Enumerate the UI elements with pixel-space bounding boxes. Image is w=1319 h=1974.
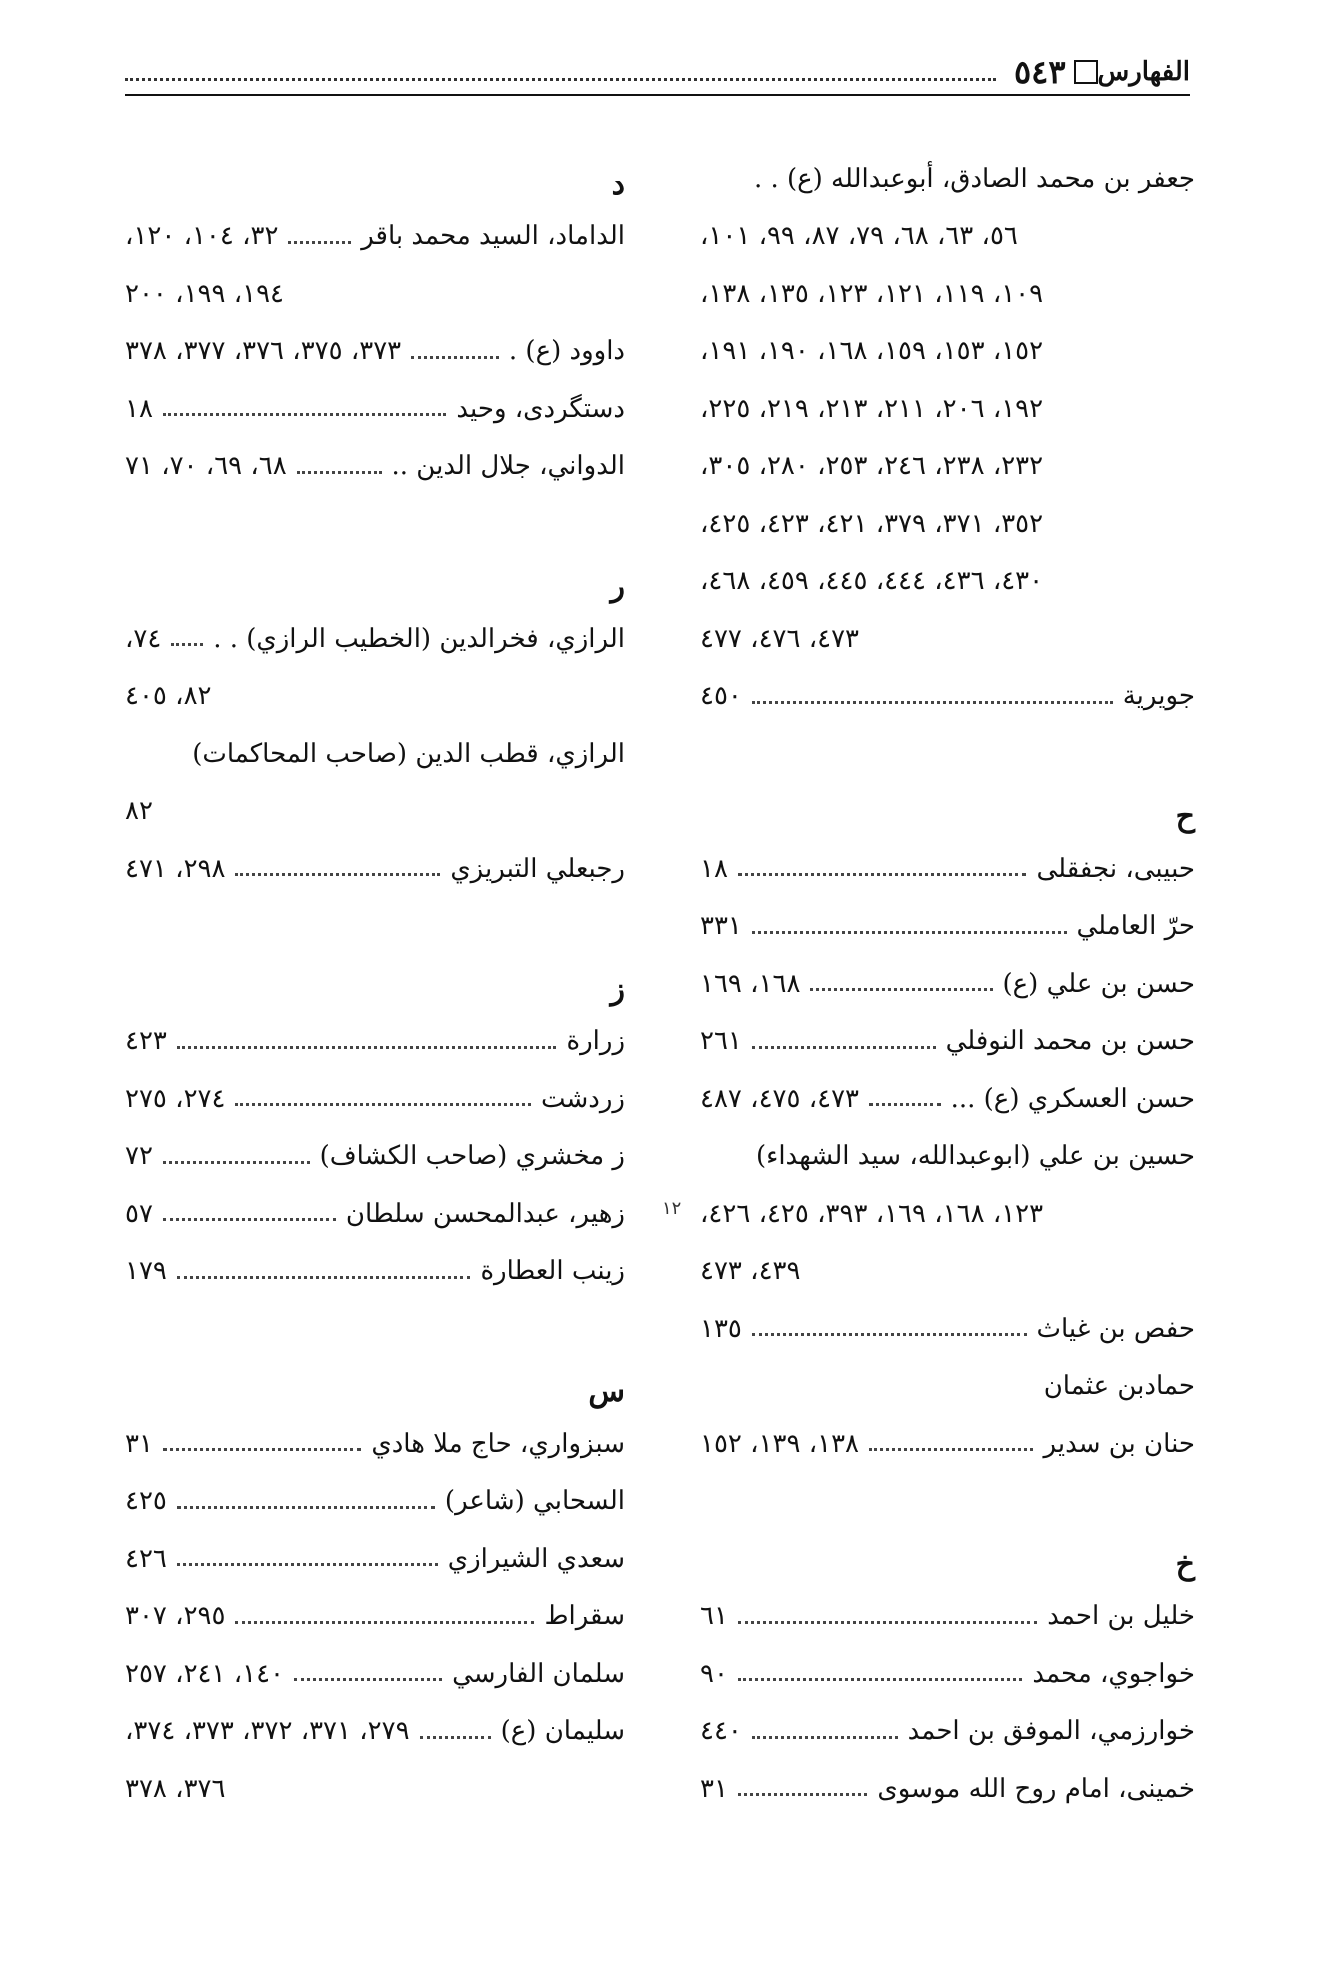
index-entry bbox=[700, 150, 1195, 208]
entry-pages: ٣٧٣، ٣٧٥، ٣٧٦، ٣٧٧، ٣٧٨ bbox=[125, 336, 402, 367]
entry-pages: ٢٩٨، ٤٧١ bbox=[125, 853, 226, 884]
entry-pages: ١٧٩ bbox=[125, 1256, 167, 1287]
entry-name: ز مخشري (صاحب الكشاف) bbox=[319, 1141, 625, 1172]
index-entry bbox=[700, 610, 1195, 668]
entry-pages: ٣٣١ bbox=[700, 911, 742, 942]
index-entry bbox=[125, 1588, 625, 1646]
index-section-jim bbox=[700, 150, 1195, 725]
entry-pages: ٤٢٦ bbox=[125, 1543, 167, 1574]
index-entry bbox=[125, 1645, 625, 1703]
index-entry bbox=[125, 265, 625, 323]
entry-pages: ٢٧٩، ٣٧١، ٣٧٢، ٣٧٣، ٣٧٤، bbox=[125, 1716, 410, 1747]
entry-name: حمادبن عثمان bbox=[1043, 1371, 1195, 1402]
entry-pages: ٧٤، bbox=[125, 623, 162, 654]
entry-pages: ٤٢٥ bbox=[125, 1486, 167, 1517]
index-entry bbox=[125, 208, 625, 266]
index-entry bbox=[125, 1703, 625, 1761]
index-entry bbox=[700, 1185, 1195, 1243]
entry-pages: ١٦٨، ١٦٩ bbox=[700, 968, 801, 999]
index-entry bbox=[700, 1013, 1195, 1071]
entry-name: الرازي، قطب الدين (صاحب المحاكمات) bbox=[192, 738, 625, 769]
entry-name: خليل بن احمد bbox=[1047, 1601, 1195, 1632]
leader-dots bbox=[294, 1678, 442, 1681]
entry-name: زردشت bbox=[540, 1083, 625, 1114]
index-entry bbox=[700, 495, 1195, 553]
index-entry bbox=[700, 1243, 1195, 1301]
leader-dots bbox=[810, 988, 992, 991]
entry-name: حسن بن محمد النوفلي bbox=[945, 1026, 1195, 1057]
entry-name: حسن بن علي (ع) bbox=[1002, 968, 1195, 999]
entry-pages: ٣٢، ١٠٤، ١٢٠، bbox=[125, 221, 279, 252]
index-section-za bbox=[125, 1013, 625, 1301]
leader-dots bbox=[163, 1448, 361, 1451]
entry-pages: ٥٦، ٦٣، ٦٨، ٧٩، ٨٧، ٩٩، ١٠١، bbox=[700, 221, 1018, 252]
index-entry bbox=[700, 380, 1195, 438]
leader-dots bbox=[163, 1218, 336, 1221]
section-letter-dal: د bbox=[611, 166, 625, 202]
square-ornament-icon bbox=[1074, 60, 1098, 84]
entry-name: سقراط bbox=[544, 1601, 625, 1632]
index-entry bbox=[125, 725, 625, 783]
entry-pages: ٤٣٠، ٤٣٦، ٤٤٤، ٤٤٥، ٤٥٩، ٤٦٨، bbox=[700, 566, 1044, 597]
entry-name: حرّ العاملي bbox=[1076, 911, 1195, 942]
index-section-ra bbox=[125, 610, 625, 898]
entry-pages: ١٠٩، ١١٩، ١٢١، ١٢٣، ١٣٥، ١٣٨، bbox=[700, 278, 1044, 309]
index-entry bbox=[125, 323, 625, 381]
index-entry bbox=[125, 668, 625, 726]
entry-name: رجبعلي التبريزي bbox=[450, 853, 625, 884]
entry-name: حنان بن سدير bbox=[1043, 1428, 1195, 1459]
entry-pages: ١٩٤، ١٩٩، ٢٠٠ bbox=[125, 278, 285, 309]
index-entry bbox=[700, 955, 1195, 1013]
section-letter-za: ز bbox=[610, 971, 625, 1007]
entry-pages: ٣٥٢، ٣٧١، ٣٧٩، ٤٢١، ٤٢٣، ٤٢٥، bbox=[700, 508, 1044, 539]
entry-name: دستگردى، وحيد bbox=[456, 393, 625, 424]
leader-dots bbox=[163, 1161, 310, 1164]
entry-pages: ٤٣٩، ٤٧٣ bbox=[700, 1256, 801, 1287]
index-entry bbox=[700, 323, 1195, 381]
section-letter-kha: خ bbox=[1175, 1546, 1195, 1582]
leader-dots bbox=[288, 241, 351, 244]
leader-dots bbox=[869, 1448, 1033, 1451]
section-letter-sin: س bbox=[588, 1374, 625, 1409]
entry-pages: ١٢٣، ١٦٨، ١٦٩، ٣٩٣، ٤٢٥، ٤٢٦، bbox=[700, 1198, 1044, 1229]
entry-name: جويرية bbox=[1122, 681, 1195, 712]
stray-margin-mark: ١٢ bbox=[662, 1198, 682, 1219]
leader-dots bbox=[177, 1563, 438, 1566]
index-section-sin bbox=[125, 1415, 625, 1818]
leader-dots bbox=[171, 643, 203, 646]
entry-name: حبيبى، نجفقلى bbox=[1036, 853, 1195, 884]
header-leader-dots bbox=[125, 78, 996, 81]
entry-pages: ٨٢ bbox=[125, 796, 153, 827]
entry-name: خمينى، امام روح الله موسوى bbox=[877, 1773, 1195, 1804]
leader-dots bbox=[738, 1678, 1022, 1681]
entry-name: خوارزمي، الموفق بن احمد bbox=[907, 1716, 1195, 1747]
entry-name: خواجوي، محمد bbox=[1032, 1658, 1195, 1689]
index-entry bbox=[125, 610, 625, 668]
index-entry bbox=[700, 1645, 1195, 1703]
index-entry bbox=[125, 1070, 625, 1128]
index-column-right bbox=[700, 150, 1195, 1818]
index-entry bbox=[700, 1300, 1195, 1358]
entry-pages: ٨٢، ٤٠٥ bbox=[125, 681, 212, 712]
entry-pages: ٤٥٠ bbox=[700, 681, 742, 712]
entry-name: حفص بن غياث bbox=[1036, 1313, 1195, 1344]
index-entry bbox=[125, 1760, 625, 1818]
leader-dots bbox=[738, 873, 1027, 876]
index-entry bbox=[700, 840, 1195, 898]
index-section-ha bbox=[700, 840, 1195, 1473]
entry-pages: ٦١ bbox=[700, 1601, 728, 1632]
index-entry bbox=[125, 840, 625, 898]
entry-name: زهير، عبدالمحسن سلطان bbox=[345, 1198, 625, 1229]
leader-dots bbox=[752, 1736, 898, 1739]
leader-dots bbox=[177, 1046, 557, 1049]
entry-name: الدواني، جلال الدين .. bbox=[391, 451, 625, 482]
entry-pages: ٥٧ bbox=[125, 1198, 153, 1229]
entry-name: حسين بن علي (ابوعبدالله، سيد الشهداء) bbox=[755, 1141, 1195, 1172]
index-entry bbox=[700, 1415, 1195, 1473]
leader-dots bbox=[177, 1506, 435, 1509]
entry-name: سعدي الشيرازي bbox=[447, 1543, 625, 1574]
index-column-left bbox=[125, 150, 625, 1818]
index-entry bbox=[700, 1128, 1195, 1186]
entry-pages: ١٣٨، ١٣٩، ١٥٢ bbox=[700, 1428, 860, 1459]
index-entry bbox=[700, 898, 1195, 956]
section-letter-ra: ر bbox=[610, 569, 625, 604]
index-entry bbox=[125, 438, 625, 496]
entry-name: حسن العسكري (ع) ... bbox=[950, 1083, 1195, 1114]
entry-pages: ١٥٢، ١٥٣، ١٥٩، ١٦٨، ١٩٠، ١٩١، bbox=[700, 336, 1044, 367]
index-entry bbox=[125, 1128, 625, 1186]
index-section-dal bbox=[125, 208, 625, 496]
index-entry bbox=[700, 1588, 1195, 1646]
index-entry bbox=[125, 1473, 625, 1531]
leader-dots bbox=[163, 413, 446, 416]
header-title: الفهارس bbox=[1097, 57, 1190, 87]
index-entry bbox=[700, 438, 1195, 496]
leader-dots bbox=[177, 1276, 471, 1279]
index-entry bbox=[125, 1013, 625, 1071]
index-entry bbox=[700, 1070, 1195, 1128]
entry-name: سليمان (ع) bbox=[500, 1716, 625, 1747]
index-entry bbox=[125, 783, 625, 841]
index-entry bbox=[700, 553, 1195, 611]
index-entry bbox=[700, 208, 1195, 266]
entry-name: زينب العطارة bbox=[480, 1256, 625, 1287]
index-entry bbox=[125, 1530, 625, 1588]
index-entry bbox=[700, 1358, 1195, 1416]
entry-pages: ٢٣٢، ٢٣٨، ٢٤٦، ٢٥٣، ٢٨٠، ٣٠٥، bbox=[700, 451, 1044, 482]
page-number: ٥٤٣ bbox=[1013, 53, 1066, 91]
index-entry bbox=[700, 668, 1195, 726]
entry-pages: ٧٢ bbox=[125, 1141, 153, 1172]
leader-dots bbox=[411, 356, 499, 359]
entry-name: سلمان الفارسي bbox=[452, 1658, 625, 1689]
entry-pages: ١٣٥ bbox=[700, 1313, 742, 1344]
leader-dots bbox=[738, 1793, 867, 1796]
entry-pages: ٢٧٤، ٢٧٥ bbox=[125, 1083, 226, 1114]
entry-name: الرازي، فخرالدين (الخطيب الرازي) . . bbox=[213, 623, 625, 654]
entry-pages: ٦٨، ٦٩، ٧٠، ٧١ bbox=[125, 451, 287, 482]
entry-pages: ٣١ bbox=[125, 1428, 153, 1459]
section-letter-ha: ح bbox=[1175, 799, 1195, 834]
leader-dots bbox=[235, 1621, 534, 1624]
entry-pages: ١٤٠، ٢٤١، ٢٥٧ bbox=[125, 1658, 285, 1689]
entry-pages: ٤٧٣، ٤٧٥، ٤٨٧ bbox=[700, 1083, 860, 1114]
entry-pages: ١٨ bbox=[700, 853, 728, 884]
entry-name: السحابي (شاعر) bbox=[444, 1486, 625, 1517]
index-entry bbox=[700, 1703, 1195, 1761]
leader-dots bbox=[752, 931, 1067, 934]
entry-pages: ٤٧٣، ٤٧٦، ٤٧٧ bbox=[700, 623, 860, 654]
leader-dots bbox=[235, 873, 440, 876]
leader-dots bbox=[235, 1103, 531, 1106]
leader-dots bbox=[752, 701, 1113, 704]
leader-dots bbox=[738, 1621, 1037, 1624]
leader-dots bbox=[752, 1046, 936, 1049]
entry-pages: ٢٩٥، ٣٠٧ bbox=[125, 1601, 226, 1632]
index-entry bbox=[700, 1760, 1195, 1818]
index-entry bbox=[125, 1243, 625, 1301]
index-section-kha bbox=[700, 1588, 1195, 1818]
index-entry bbox=[700, 265, 1195, 323]
entry-name: الداماد، السيد محمد باقر bbox=[361, 221, 625, 252]
entry-pages: ٣٧٦، ٣٧٨ bbox=[125, 1773, 226, 1804]
entry-pages: ٤٢٣ bbox=[125, 1026, 167, 1057]
running-header bbox=[125, 50, 1190, 96]
index-entry bbox=[125, 380, 625, 438]
entry-pages: ٤٤٠ bbox=[700, 1716, 742, 1747]
entry-pages: ١٩٢، ٢٠٦، ٢١١، ٢١٣، ٢١٩، ٢٢٥، bbox=[700, 393, 1044, 424]
entry-name: سبزواري، حاج ملا هادي bbox=[371, 1428, 625, 1459]
leader-dots bbox=[869, 1103, 941, 1106]
entry-name: جعفر بن محمد الصادق، أبوعبدالله (ع) . . bbox=[753, 163, 1195, 194]
entry-pages: ٣١ bbox=[700, 1773, 728, 1804]
entry-pages: ١٨ bbox=[125, 393, 153, 424]
leader-dots bbox=[752, 1333, 1027, 1336]
entry-name: زرارة bbox=[566, 1026, 625, 1057]
entry-pages: ٢٦١ bbox=[700, 1026, 742, 1057]
entry-name: داوود (ع) . bbox=[508, 336, 625, 367]
entry-pages: ٩٠ bbox=[700, 1658, 728, 1689]
index-entry bbox=[125, 1415, 625, 1473]
leader-dots bbox=[297, 471, 382, 474]
leader-dots bbox=[420, 1736, 491, 1739]
index-entry bbox=[125, 1185, 625, 1243]
